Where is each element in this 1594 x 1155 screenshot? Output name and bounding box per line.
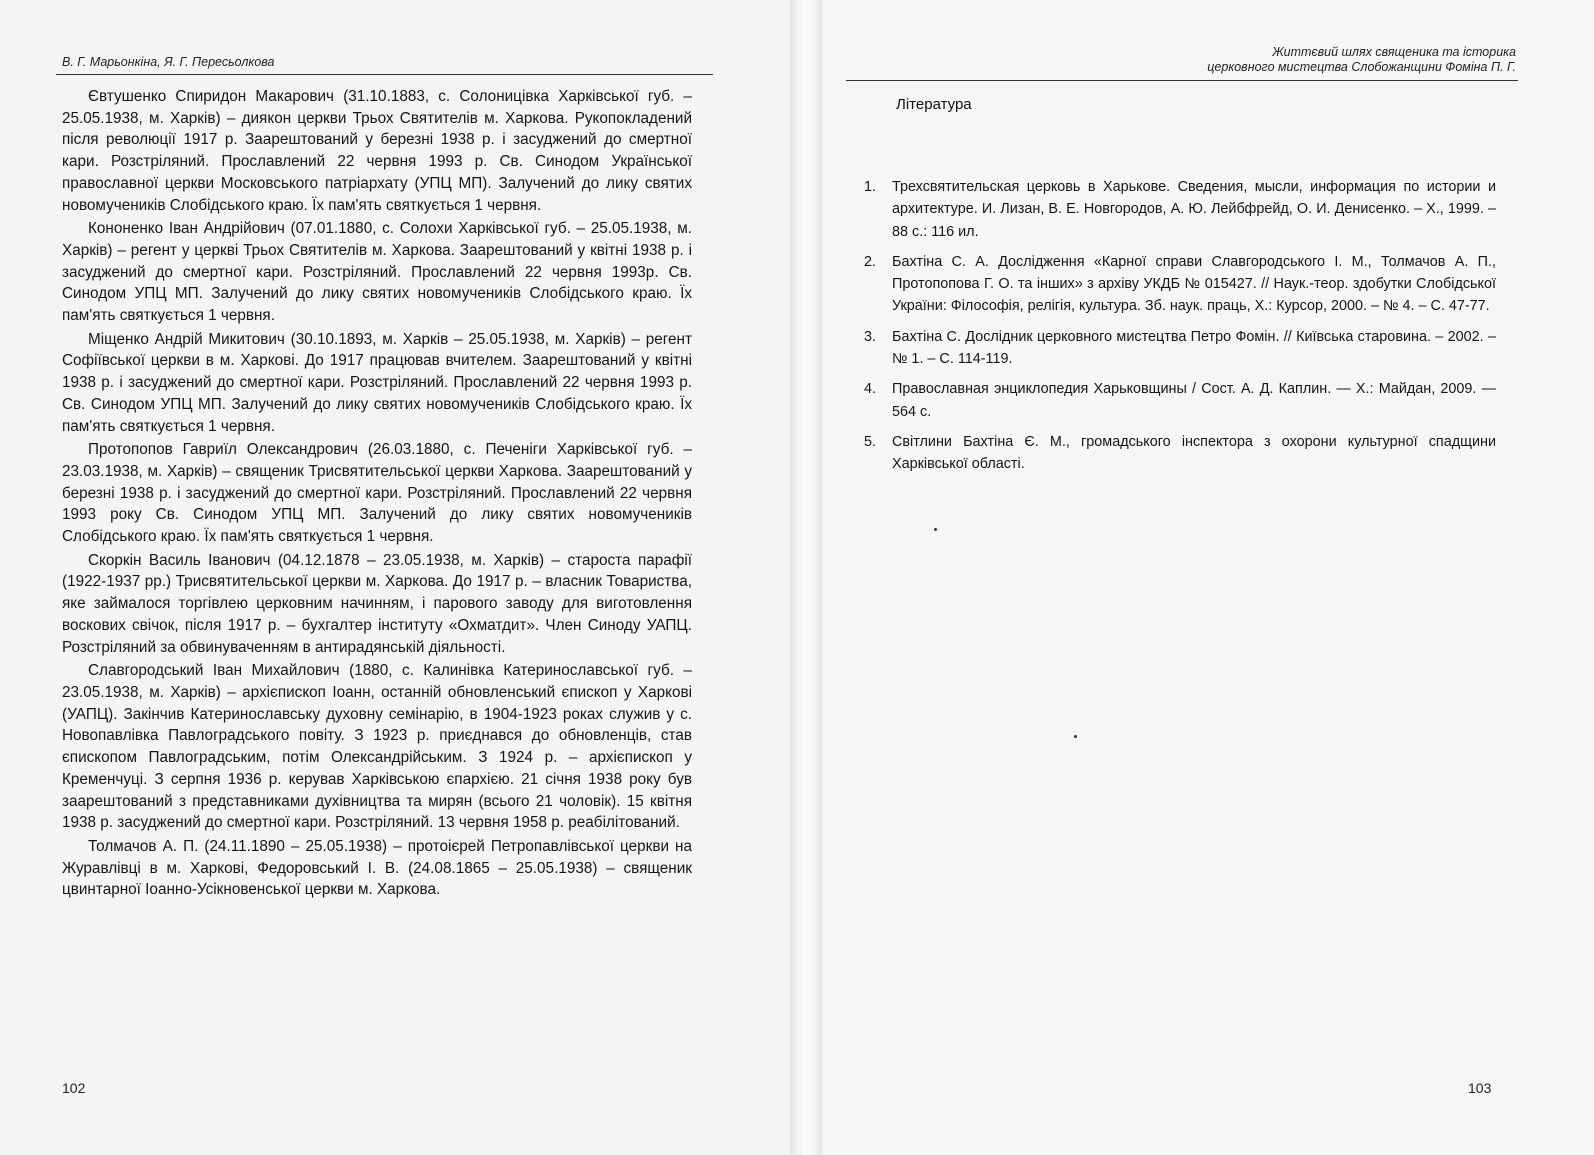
paragraph: Славгородський Іван Михайлович (1880, с. Калинівка Катеринославської губ. – 23.05.1938, м. Харків) – архієпископ Іоанн, останній обновленський єпископ у Харкові (УАПЦ). Закінчив Катеринославську духовну семінарію, в 1904-1923 роках служив у с. Новопавлівка Павлоградського повіту. З 1923 р. приєднався до обновленців, став єпископом Павлоградським, потім Олександрійським. З 1924 р. – архієпископ у Кременчуці. З серпня 1936 р. керував Харківською єпархією. 21 січня 1938 року був заарештований з представниками духівництва та мирян (всього 21 чоловік). 15 квітня 1938 р. засуджений до смертної кари. Розстріляний. 13 червня 1958 р. реабілітований. bbox=[62, 662, 692, 832]
reference-text: Православная энциклопедия Харьковщины / Сост. А. Д. Каплин. — Х.: Майдан, 2009. — 564 с. bbox=[892, 381, 1496, 420]
left-body-text bbox=[62, 86, 692, 903]
right-header-line-2: церковного мистецтва Слобожанщини Фоміна П. Г. bbox=[1207, 60, 1516, 74]
left-page-number: 102 bbox=[62, 1080, 86, 1096]
left-header-rule bbox=[56, 74, 713, 75]
section-title: Література bbox=[896, 96, 972, 113]
reference-number: 3. bbox=[864, 328, 877, 345]
book-gutter bbox=[790, 0, 822, 1155]
reference-list bbox=[864, 176, 1496, 484]
right-header-rule bbox=[846, 80, 1518, 81]
reference-number: 4. bbox=[864, 381, 877, 398]
paragraph: Толмачов А. П. (24.11.1890 – 25.05.1938) – протоієрей Петропавлівської церкви на Журавлівці в м. Харкові, Федоровський І. В. (24.08.1865 – 25.05.1938) – священик цвинтарної Іоанно-Усікновенської церкви м. Харкова. bbox=[62, 837, 692, 899]
paragraph: Скоркін Василь Іванович (04.12.1878 – 23.05.1938, м. Харків) – староста парафії (1922-1937 рр.) Трисвятительської церкви м. Харкова. До 1917 р. – власник Товариства, яке займалося торгівлею церковним начинням, і парового заводу для виготовлення воскових свічок, після 1917 р. – бухгалтер інституту «Охматдит». Член Синоду УАПЦ. Розстріляний за обвинуваченням в антирадянській діяльності. bbox=[62, 551, 692, 656]
reference-number: 2. bbox=[864, 253, 877, 270]
reference-number: 1. bbox=[864, 179, 877, 195]
left-page bbox=[0, 0, 790, 1155]
right-running-header bbox=[1056, 45, 1516, 75]
reference-item bbox=[864, 378, 1496, 423]
right-page bbox=[822, 0, 1594, 1155]
paragraph: Кононенко Іван Андрійович (07.01.1880, с. Солохи Харківської губ. – 25.05.1938, м. Харків) – регент у церкві Трьох Святителів м. Харкова. Заарештований у квітні 1938 р. і засуджений до смертної кари. Розстріляний. Прославлений 22 червня 1993р. Св. Синодом УПЦ МП. Залучений до лику святих новомучеників Слобідського краю. Їх пам'ять святкується 1 червня. bbox=[62, 220, 692, 325]
reference-item bbox=[864, 176, 1496, 243]
reference-item bbox=[864, 326, 1496, 371]
reference-text: Трехсвятительская церковь в Харькове. Сведения, мысли, информация по истории и архитектуре. И. Лизан, В. Е. Новгородов, А. Ю. Лейбфрейд, О. И. Денисенко. – Х., 1999. – 88 с.: 116 ил. bbox=[892, 179, 1496, 240]
right-page-number: 103 bbox=[1468, 1080, 1492, 1096]
reference-text: Бахтіна С. А. Дослідження «Карної справи Славгородського І. М., Толмачов А. П., Протопопова Г. О. та інших» з архіву УКДБ № 015427. // Наук.-теор. здобутки Слобідської України: Філософія, релігія, культура. Зб. наук. праць, Х.: Курсор, 2000. – № 4. – С. 47-77. bbox=[892, 253, 1496, 315]
paragraph: Міщенко Андрій Микитович (30.10.1893, м. Харків – 25.05.1938, м. Харків) – регент Софіївської церкви в м. Харкові. До 1917 працював вчителем. Заарештований у квітні 1938 р. і засуджений до смертної кари. Розстріляний. Прославлений 22 червня 1993 р. Св. Синодом УПЦ МП. Залучений до лику святих новомучеників Слобідського краю. Їх пам'ять святкується 1 червня. bbox=[62, 330, 692, 435]
reference-item bbox=[864, 431, 1496, 476]
paragraph: Євтушенко Спиридон Макарович (31.10.1883, с. Солоницівка Харківської губ. – 25.05.1938, м. Харків) – диякон церкви Трьох Святителів м. Харкова. Рукопокладений після революції 1917 р. Заарештований у березні 1938 р. і засуджений до смертної кари. Розстріляний. Прославлений 22 червня 1993 р. Св. Синодом Української православної церкви Московського патріархату (УПЦ МП). Залучений до лику святих новомучеників Слобідського краю. Їх пам'ять святкується 1 червня. bbox=[62, 88, 692, 214]
print-speck bbox=[934, 528, 937, 531]
left-running-header: В. Г. Марьонкіна, Я. Г. Пересьолкова bbox=[62, 55, 275, 69]
reference-number: 5. bbox=[864, 433, 877, 450]
paragraph: Протопопов Гавриїл Олександрович (26.03.1880, с. Печеніги Харківської губ. – 23.03.1938, м. Харків) – священик Трисвятительської церкви Харкова. Заарештований у березні 1938 р. і засуджений до смертної кари. Розстріляний. Прославлений 22 червня 1993 року Св. Синодом УПЦ МП. Залучений до лику святих новомучеників Слобідського краю. Їх пам'ять святкується 1 червня. bbox=[62, 441, 692, 546]
reference-text: Бахтіна С. Дослідник церковного мистецтва Петро Фомін. // Київська старовина. – 2002. – № 1. – С. 114-119. bbox=[892, 328, 1496, 368]
reference-text: Світлини Бахтіна Є. М., громадського інспектора з охорони культурної спадщини Харківської області. bbox=[892, 433, 1496, 473]
reference-item bbox=[864, 251, 1496, 318]
right-header-line-1: Життєвий шлях священика та історика bbox=[1272, 45, 1516, 59]
print-speck bbox=[1074, 735, 1077, 738]
